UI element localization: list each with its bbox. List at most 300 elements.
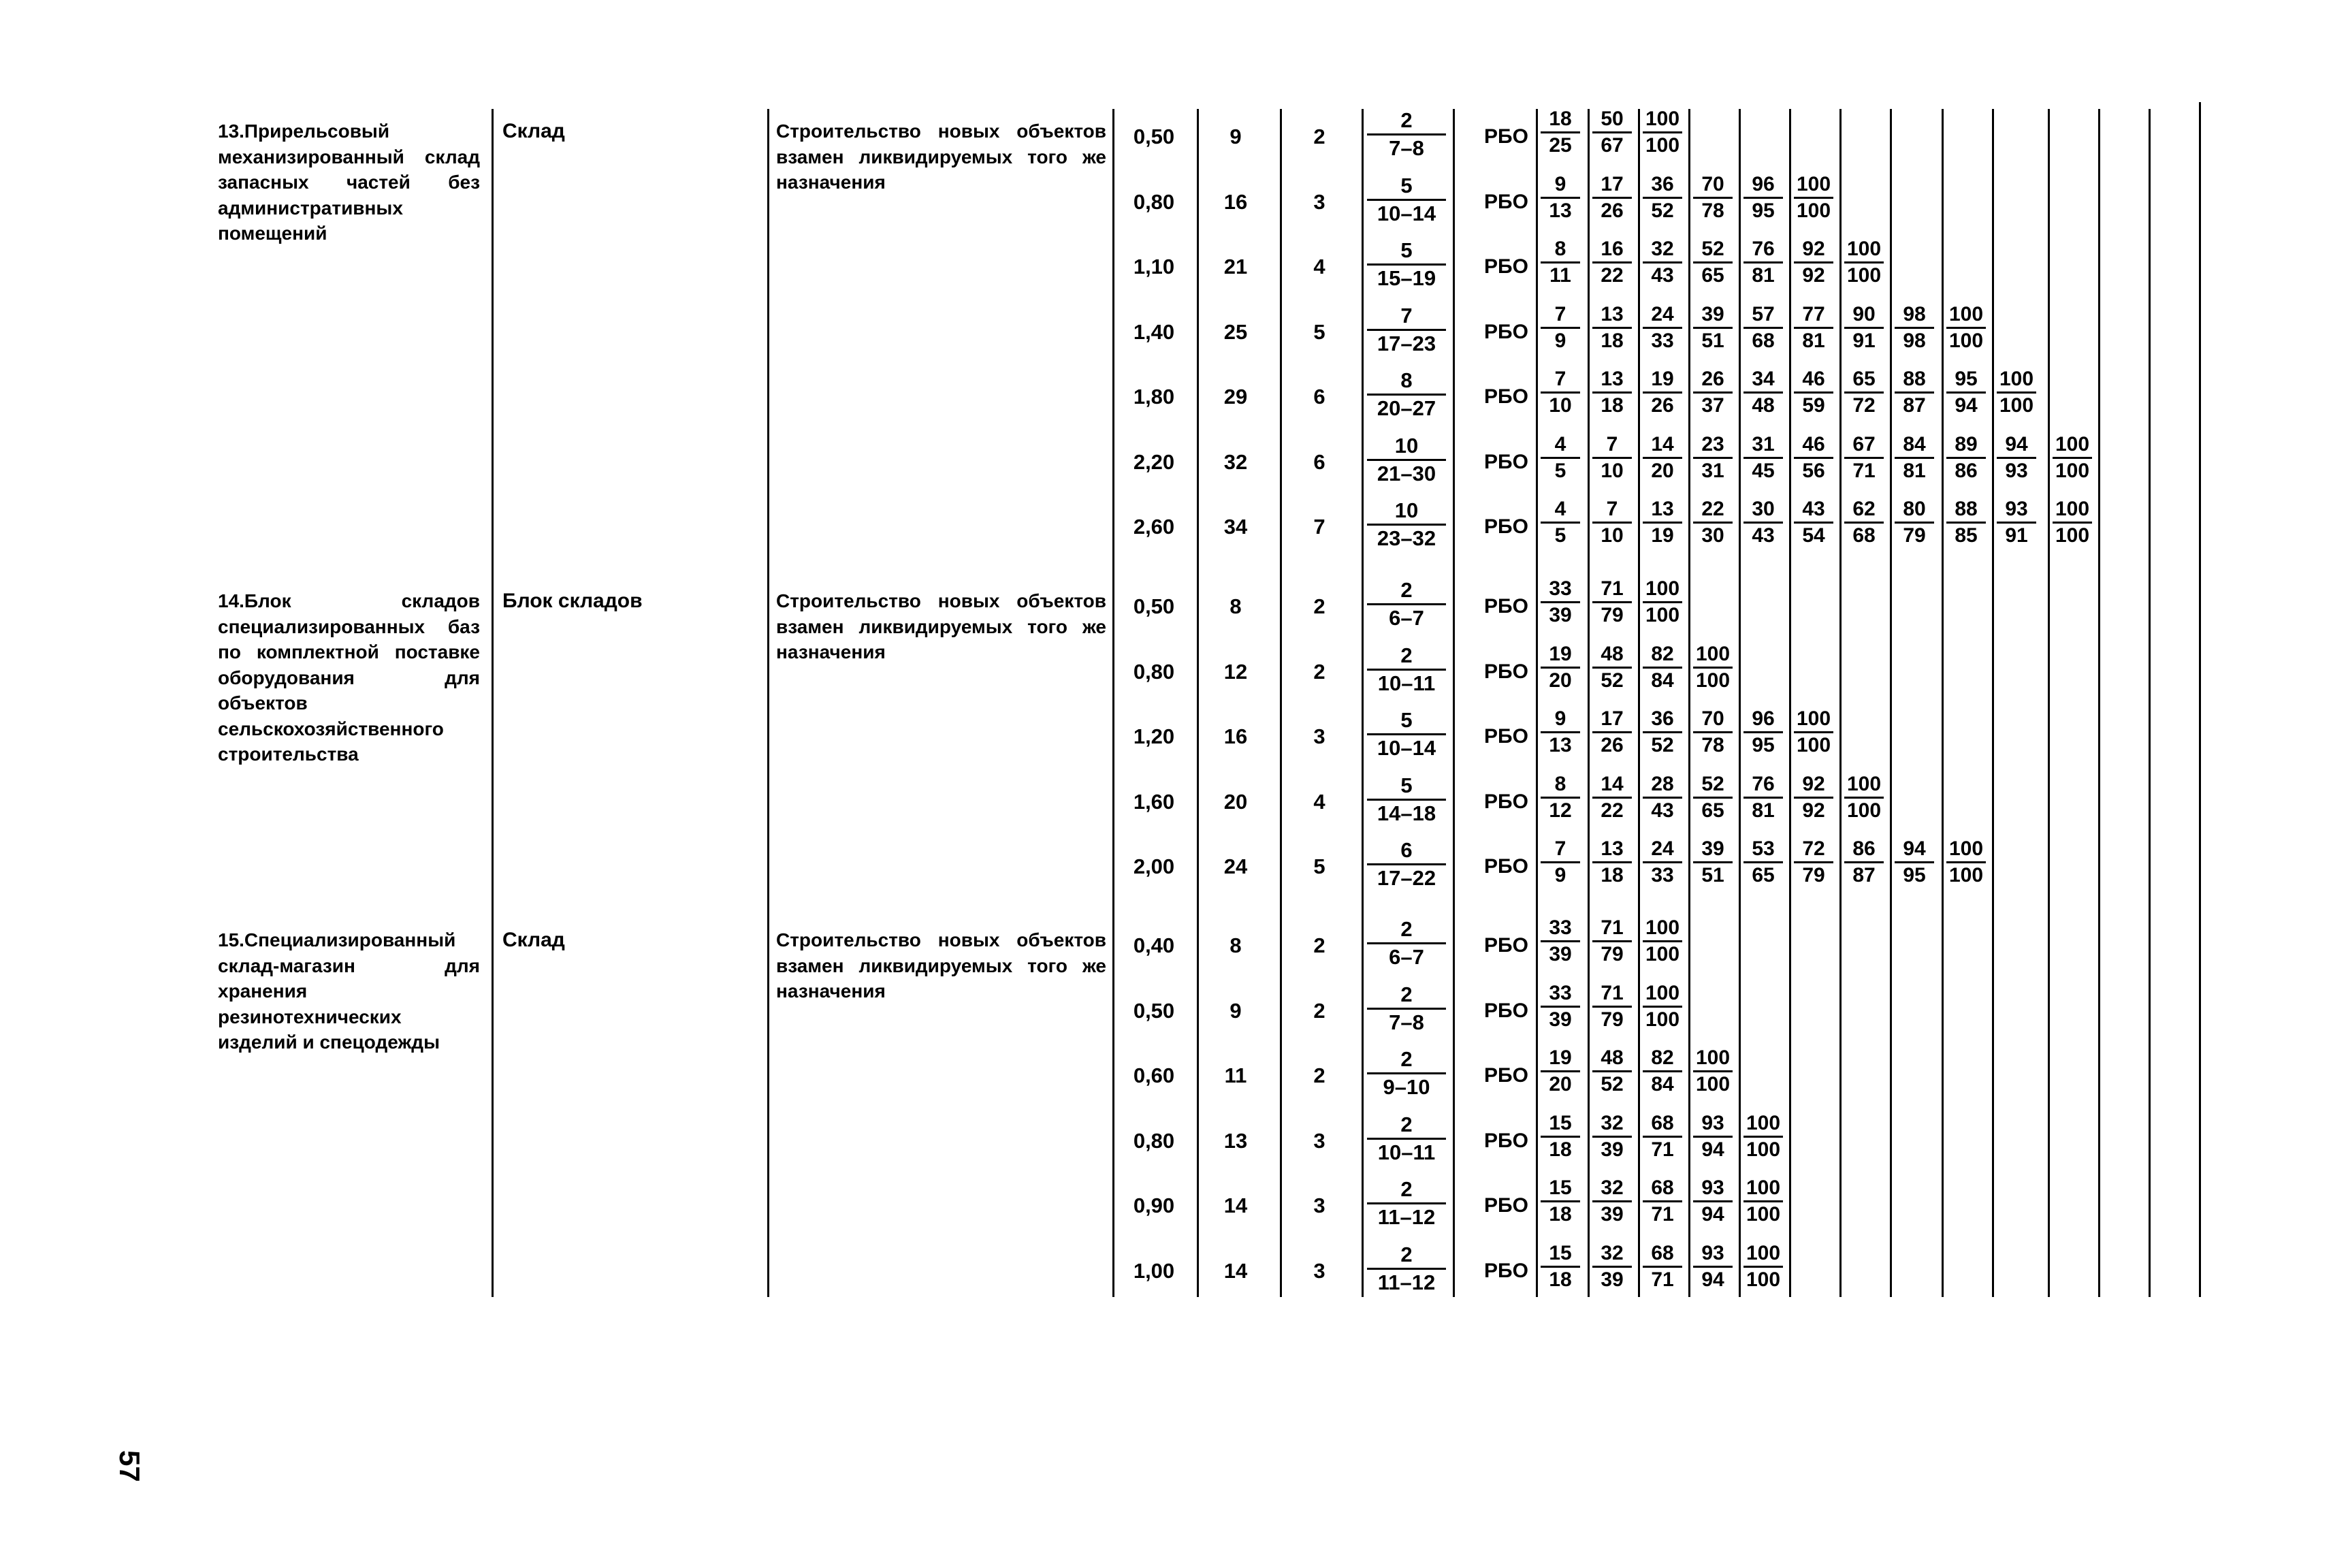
percent-denominator: 93 <box>2005 459 2028 482</box>
fraction-denominator: 10–11 <box>1377 1140 1436 1164</box>
percent-denominator: 100 <box>1948 864 1984 886</box>
percent-numerator: 31 <box>1752 432 1775 455</box>
fraction-numerator: 5 <box>1400 708 1413 732</box>
percent-numerator: 9 <box>1554 707 1566 730</box>
percent-numerator: 93 <box>2005 498 2028 520</box>
percent-denominator: 79 <box>1903 524 1926 547</box>
percent-fraction <box>1640 709 1685 758</box>
percent-denominator: 84 <box>1651 669 1674 692</box>
percent-fraction <box>1842 304 1886 353</box>
percent-denominator: 100 <box>1846 799 1882 822</box>
percent-numerator: 100 <box>1695 642 1731 665</box>
percent-fraction <box>1944 304 1989 353</box>
count-value: 32 <box>1223 449 1248 474</box>
duration-fraction <box>1364 839 1449 890</box>
column-divider <box>2098 109 2100 1297</box>
capacity-value: 0,80 <box>1133 659 1175 684</box>
percent-fraction <box>1741 774 1786 823</box>
grade-label: РБО <box>1484 660 1528 683</box>
count-value: 16 <box>1223 724 1248 748</box>
duration-fraction <box>1364 109 1449 160</box>
percent-fraction <box>1640 304 1685 353</box>
percent-denominator: 22 <box>1601 799 1624 822</box>
percent-numerator: 88 <box>1903 368 1926 390</box>
percent-fraction <box>1538 644 1583 693</box>
percent-numerator: 84 <box>1903 432 1926 455</box>
percent-fraction <box>1640 983 1685 1032</box>
percent-numerator: 96 <box>1752 707 1775 730</box>
percent-denominator: 94 <box>1701 1203 1724 1226</box>
page-number: 57 <box>114 1450 146 1482</box>
percent-numerator: 67 <box>1852 432 1876 455</box>
percent-fraction <box>1842 839 1886 888</box>
percent-fraction <box>1994 434 2039 483</box>
percent-fraction <box>1842 434 1886 483</box>
fraction-denominator: 10–11 <box>1377 671 1436 695</box>
percent-fraction <box>1590 369 1635 418</box>
percent-denominator: 39 <box>1601 1138 1624 1161</box>
percent-numerator: 36 <box>1651 707 1674 730</box>
percent-numerator: 72 <box>1802 837 1825 860</box>
capacity-value: 0,80 <box>1133 189 1175 214</box>
percent-fraction <box>1590 1113 1635 1162</box>
column-divider <box>767 109 769 1297</box>
fraction-numerator: 2 <box>1400 917 1413 941</box>
percent-denominator: 13 <box>1549 734 1572 756</box>
fraction-denominator: 14–18 <box>1377 801 1436 825</box>
percent-denominator: 56 <box>1802 459 1825 482</box>
count-value: 24 <box>1223 854 1248 878</box>
percent-numerator: 100 <box>1796 707 1831 730</box>
fraction-bar <box>1367 863 1446 865</box>
percent-numerator: 71 <box>1601 981 1624 1004</box>
percent-fraction <box>1690 499 1735 548</box>
percent-denominator: 81 <box>1752 799 1775 822</box>
fraction-bar <box>1367 133 1446 135</box>
percent-numerator: 48 <box>1601 642 1624 665</box>
fraction-numerator: 2 <box>1400 1112 1413 1136</box>
count-value: 21 <box>1223 255 1248 278</box>
count-value: 16 <box>1223 189 1248 214</box>
percent-numerator: 76 <box>1752 238 1775 260</box>
percent-numerator: 32 <box>1601 1241 1624 1264</box>
fraction-numerator: 2 <box>1400 1047 1413 1071</box>
percent-numerator: 100 <box>1796 172 1831 195</box>
percent-fraction <box>1590 579 1635 628</box>
percent-fraction <box>1892 434 1937 483</box>
percent-fraction <box>1741 369 1786 418</box>
percent-fraction <box>1791 839 1836 888</box>
percent-numerator: 100 <box>1645 916 1680 939</box>
staff-value: 3 <box>1313 1194 1325 1217</box>
capacity-value: 0,80 <box>1133 1128 1175 1153</box>
percent-denominator: 52 <box>1651 734 1674 756</box>
percent-numerator: 32 <box>1651 238 1674 260</box>
percent-denominator: 94 <box>1701 1138 1724 1161</box>
percent-numerator: 7 <box>1554 368 1566 390</box>
percent-fraction <box>1538 174 1583 223</box>
percent-denominator: 100 <box>1746 1268 1781 1291</box>
percent-denominator: 71 <box>1852 459 1876 482</box>
fraction-bar <box>1367 669 1446 671</box>
percent-numerator: 4 <box>1554 432 1566 455</box>
staff-value: 3 <box>1313 1258 1325 1283</box>
percent-fraction <box>1842 239 1886 288</box>
percent-fraction <box>1741 1113 1786 1162</box>
percent-numerator: 19 <box>1549 642 1572 665</box>
percent-denominator: 68 <box>1852 524 1876 547</box>
fraction-denominator: 11–12 <box>1377 1205 1436 1229</box>
percent-denominator: 79 <box>1802 864 1825 886</box>
percent-numerator: 95 <box>1955 368 1978 390</box>
percent-denominator: 52 <box>1601 1073 1624 1095</box>
percent-denominator: 94 <box>1701 1268 1724 1291</box>
staff-value: 5 <box>1313 854 1325 878</box>
fraction-denominator: 10–14 <box>1377 201 1436 225</box>
percent-numerator: 70 <box>1701 707 1724 730</box>
percent-denominator: 39 <box>1601 1203 1624 1226</box>
column-divider <box>2199 102 2201 1297</box>
percent-fraction <box>2050 434 2095 483</box>
percent-fraction <box>1640 579 1685 628</box>
percent-numerator: 100 <box>2055 498 2090 520</box>
percent-denominator: 100 <box>1645 943 1680 965</box>
percent-fraction <box>1590 1243 1635 1292</box>
capacity-value: 1,40 <box>1133 319 1175 344</box>
percent-fraction <box>1994 369 2039 418</box>
percent-fraction <box>1690 774 1735 823</box>
count-value: 9 <box>1229 998 1242 1023</box>
percent-denominator: 92 <box>1802 264 1825 287</box>
duration-fraction <box>1364 239 1449 290</box>
percent-denominator: 100 <box>1999 394 2034 417</box>
fraction-bar <box>1367 603 1446 605</box>
percent-numerator: 57 <box>1752 302 1775 325</box>
duration-fraction <box>1364 644 1449 695</box>
percent-numerator: 26 <box>1701 368 1724 390</box>
percent-denominator: 100 <box>2055 524 2090 547</box>
percent-fraction <box>1741 499 1786 548</box>
percent-fraction <box>1741 709 1786 758</box>
grade-label: РБО <box>1484 855 1528 878</box>
percent-denominator: 39 <box>1549 943 1572 965</box>
percent-denominator: 26 <box>1601 199 1624 222</box>
duration-fraction <box>1364 983 1449 1034</box>
grade-label: РБО <box>1484 595 1528 618</box>
fraction-denominator: 20–27 <box>1377 396 1436 420</box>
count-value: 12 <box>1223 659 1248 684</box>
percent-fraction <box>1944 499 1989 548</box>
grade-label: РБО <box>1484 1129 1528 1152</box>
percent-numerator: 13 <box>1601 302 1624 325</box>
grade-label: РБО <box>1484 515 1528 538</box>
percent-denominator: 92 <box>1802 799 1825 822</box>
percent-numerator: 7 <box>1606 432 1618 455</box>
fraction-numerator: 10 <box>1394 498 1419 522</box>
duration-fraction <box>1364 1048 1449 1099</box>
capacity-value: 0,50 <box>1133 594 1175 618</box>
percent-denominator: 20 <box>1549 669 1572 692</box>
percent-numerator: 82 <box>1651 642 1674 665</box>
fraction-bar <box>1367 263 1446 266</box>
percent-denominator: 39 <box>1601 1268 1624 1291</box>
percent-denominator: 33 <box>1651 864 1674 886</box>
grade-label: РБО <box>1484 1194 1528 1217</box>
percent-fraction <box>1741 174 1786 223</box>
percent-fraction <box>1538 774 1583 823</box>
percent-denominator: 52 <box>1601 669 1624 692</box>
percent-denominator: 78 <box>1701 734 1724 756</box>
percent-denominator: 12 <box>1549 799 1572 822</box>
fraction-bar <box>1367 1008 1446 1010</box>
percent-numerator: 22 <box>1701 498 1724 520</box>
percent-numerator: 33 <box>1549 916 1572 939</box>
percent-fraction <box>1640 774 1685 823</box>
percent-fraction <box>1538 369 1583 418</box>
staff-value: 2 <box>1313 594 1325 618</box>
construction-purpose: Строительство новых объектов взамен ликвидируемых того же назначения <box>776 929 1106 1002</box>
percent-fraction <box>1892 499 1937 548</box>
staff-value: 2 <box>1313 1063 1325 1087</box>
group-title: 14.Блок складов специализированных баз по комплектной поставке оборудования для объектов сельскохозяйственного строительства <box>218 590 480 765</box>
fraction-bar <box>1367 799 1446 801</box>
percent-numerator: 93 <box>1701 1177 1724 1199</box>
percent-denominator: 91 <box>1852 329 1876 352</box>
staff-value: 3 <box>1313 1128 1325 1153</box>
column-divider <box>2048 109 2050 1297</box>
percent-denominator: 65 <box>1701 264 1724 287</box>
column-divider <box>2149 109 2151 1297</box>
percent-fraction <box>1538 239 1583 288</box>
percent-denominator: 100 <box>1846 264 1882 287</box>
percent-numerator: 77 <box>1802 302 1825 325</box>
percent-denominator: 65 <box>1752 864 1775 886</box>
percent-fraction <box>1640 369 1685 418</box>
percent-numerator: 100 <box>1746 1241 1781 1264</box>
percent-numerator: 100 <box>1999 368 2034 390</box>
count-value: 20 <box>1223 789 1248 814</box>
percent-fraction <box>1791 239 1836 288</box>
fraction-bar <box>1367 329 1446 331</box>
percent-numerator: 33 <box>1549 981 1572 1004</box>
percent-numerator: 48 <box>1601 1046 1624 1069</box>
percent-fraction <box>1791 709 1836 758</box>
percent-denominator: 98 <box>1903 329 1926 352</box>
capacity-value: 2,60 <box>1133 515 1175 539</box>
percent-numerator: 94 <box>2005 432 2028 455</box>
grade-label: РБО <box>1484 790 1528 813</box>
percent-numerator: 100 <box>1645 108 1680 130</box>
percent-fraction <box>1538 1048 1583 1097</box>
percent-denominator: 51 <box>1701 864 1724 886</box>
percent-fraction <box>1538 709 1583 758</box>
percent-fraction <box>1640 499 1685 548</box>
fraction-denominator: 7–8 <box>1389 136 1424 160</box>
fraction-numerator: 2 <box>1400 108 1413 132</box>
fraction-numerator: 10 <box>1394 433 1419 458</box>
percent-denominator: 59 <box>1802 394 1825 417</box>
grade-label: РБО <box>1484 385 1528 408</box>
percent-fraction <box>1590 983 1635 1032</box>
percent-denominator: 43 <box>1752 524 1775 547</box>
percent-fraction <box>1538 109 1583 158</box>
percent-fraction <box>1791 774 1836 823</box>
fraction-denominator: 17–23 <box>1377 331 1436 355</box>
count-value: 8 <box>1229 594 1242 618</box>
fraction-numerator: 2 <box>1400 1177 1413 1201</box>
percent-denominator: 39 <box>1549 1008 1572 1031</box>
percent-fraction <box>1842 499 1886 548</box>
fraction-denominator: 21–30 <box>1377 461 1436 485</box>
percent-fraction <box>1640 434 1685 483</box>
percent-denominator: 81 <box>1802 329 1825 352</box>
percent-fraction <box>1791 434 1836 483</box>
count-value: 13 <box>1223 1128 1248 1153</box>
percent-fraction <box>1590 499 1635 548</box>
percent-denominator: 95 <box>1752 734 1775 756</box>
percent-fraction <box>1590 239 1635 288</box>
capacity-value: 1,00 <box>1133 1258 1175 1283</box>
duration-fraction <box>1364 369 1449 420</box>
grade-label: РБО <box>1484 450 1528 473</box>
percent-denominator: 84 <box>1651 1073 1674 1095</box>
percent-denominator: 10 <box>1601 524 1624 547</box>
percent-fraction <box>1944 369 1989 418</box>
percent-fraction <box>1590 1178 1635 1227</box>
percent-fraction <box>1690 239 1735 288</box>
percent-denominator: 13 <box>1549 199 1572 222</box>
percent-fraction <box>1590 1048 1635 1097</box>
percent-denominator: 25 <box>1549 134 1572 157</box>
capacity-value: 1,20 <box>1133 724 1175 748</box>
percent-denominator: 100 <box>1645 1008 1680 1031</box>
percent-denominator: 68 <box>1752 329 1775 352</box>
column-divider <box>1992 109 1994 1297</box>
duration-fraction <box>1364 579 1449 630</box>
percent-numerator: 88 <box>1955 498 1978 520</box>
percent-denominator: 48 <box>1752 394 1775 417</box>
percent-denominator: 22 <box>1601 264 1624 287</box>
fraction-bar <box>1367 459 1446 461</box>
percent-fraction <box>1944 839 1989 888</box>
duration-fraction <box>1364 1243 1449 1294</box>
percent-denominator: 100 <box>1796 734 1831 756</box>
percent-denominator: 18 <box>1601 329 1624 352</box>
percent-numerator: 9 <box>1554 172 1566 195</box>
percent-denominator: 33 <box>1651 329 1674 352</box>
fraction-bar <box>1367 199 1446 201</box>
capacity-value: 0,40 <box>1133 933 1175 957</box>
grade-label: РБО <box>1484 934 1528 957</box>
percent-fraction <box>1842 369 1886 418</box>
percent-numerator: 89 <box>1955 432 1978 455</box>
grade-label: РБО <box>1484 725 1528 748</box>
group-title: 15.Специализированный склад-магазин для хранения резинотехнических изделий и спецодежды <box>218 929 480 1053</box>
percent-numerator: 8 <box>1554 238 1566 260</box>
fraction-numerator: 2 <box>1400 643 1413 667</box>
percent-fraction <box>1590 774 1635 823</box>
percent-numerator: 52 <box>1701 772 1724 795</box>
percent-fraction <box>1690 1048 1735 1097</box>
fraction-numerator: 8 <box>1400 368 1413 392</box>
percent-fraction <box>1690 709 1735 758</box>
percent-fraction <box>1994 499 2039 548</box>
capacity-value: 2,20 <box>1133 449 1175 474</box>
grade-label: РБО <box>1484 255 1528 278</box>
percent-fraction <box>1690 1178 1735 1227</box>
percent-numerator: 16 <box>1601 238 1624 260</box>
percent-fraction <box>1791 499 1836 548</box>
percent-denominator: 81 <box>1752 264 1775 287</box>
duration-fraction <box>1364 499 1449 550</box>
percent-denominator: 91 <box>2005 524 2028 547</box>
percent-denominator: 67 <box>1601 134 1624 157</box>
percent-denominator: 100 <box>1645 134 1680 157</box>
percent-denominator: 20 <box>1549 1073 1572 1095</box>
percent-denominator: 100 <box>1695 669 1731 692</box>
percent-fraction <box>1590 839 1635 888</box>
percent-numerator: 7 <box>1554 302 1566 325</box>
percent-numerator: 15 <box>1549 1177 1572 1199</box>
object-type: Блок складов <box>502 590 643 612</box>
percent-numerator: 62 <box>1852 498 1876 520</box>
percent-denominator: 43 <box>1651 264 1674 287</box>
percent-numerator: 30 <box>1752 498 1775 520</box>
percent-numerator: 7 <box>1554 837 1566 860</box>
percent-denominator: 30 <box>1701 524 1724 547</box>
percent-denominator: 18 <box>1601 394 1624 417</box>
percent-denominator: 9 <box>1554 864 1566 886</box>
percent-numerator: 52 <box>1701 238 1724 260</box>
percent-fraction <box>1640 839 1685 888</box>
percent-fraction <box>1892 304 1937 353</box>
count-value: 9 <box>1229 125 1242 148</box>
percent-denominator: 18 <box>1549 1138 1572 1161</box>
percent-numerator: 19 <box>1651 368 1674 390</box>
percent-denominator: 87 <box>1903 394 1926 417</box>
duration-fraction <box>1364 434 1449 485</box>
percent-fraction <box>1590 304 1635 353</box>
column-divider <box>1890 109 1892 1297</box>
fraction-numerator: 6 <box>1400 838 1413 862</box>
percent-numerator: 19 <box>1549 1046 1572 1069</box>
percent-numerator: 70 <box>1701 172 1724 195</box>
grade-label: РБО <box>1484 999 1528 1022</box>
percent-numerator: 94 <box>1903 837 1926 860</box>
percent-fraction <box>1690 174 1735 223</box>
percent-denominator: 100 <box>1695 1073 1731 1095</box>
percent-numerator: 39 <box>1701 302 1724 325</box>
percent-numerator: 7 <box>1606 498 1618 520</box>
staff-value: 4 <box>1313 789 1325 814</box>
duration-fraction <box>1364 774 1449 825</box>
percent-denominator: 5 <box>1554 459 1566 482</box>
capacity-value: 0,90 <box>1133 1194 1175 1217</box>
percent-fraction <box>1640 1113 1685 1162</box>
percent-fraction <box>1538 1113 1583 1162</box>
staff-value: 3 <box>1313 189 1325 214</box>
duration-fraction <box>1364 304 1449 355</box>
percent-denominator: 10 <box>1601 459 1624 482</box>
percent-denominator: 18 <box>1549 1203 1572 1226</box>
staff-value: 7 <box>1313 515 1325 539</box>
column-divider <box>492 109 494 1297</box>
column-divider <box>1942 109 1944 1297</box>
percent-denominator: 71 <box>1651 1138 1674 1161</box>
percent-numerator: 92 <box>1802 238 1825 260</box>
percent-denominator: 45 <box>1752 459 1775 482</box>
capacity-value: 2,00 <box>1133 854 1175 878</box>
